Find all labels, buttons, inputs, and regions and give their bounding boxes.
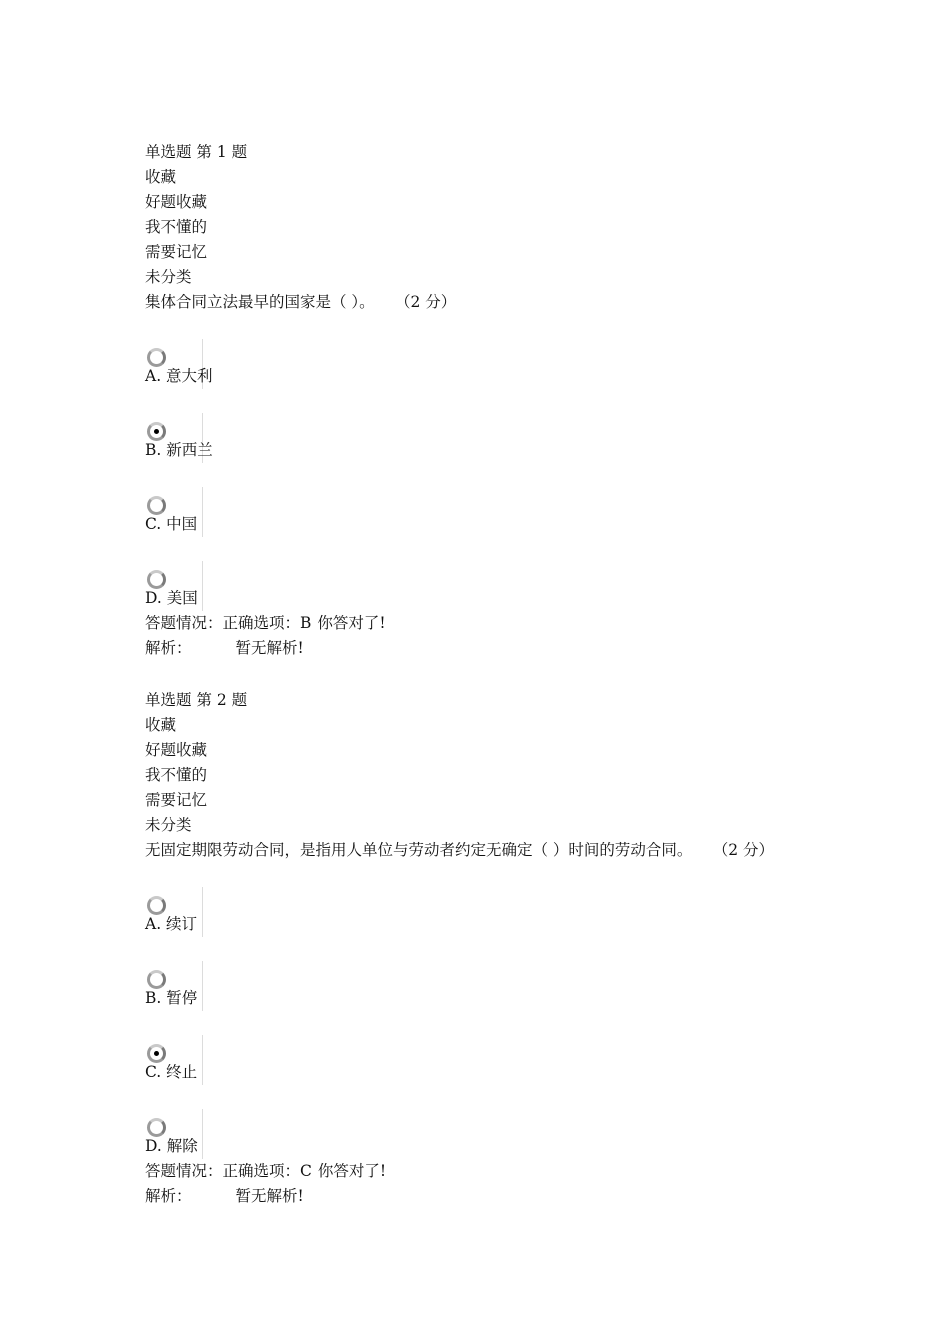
result-correct-option: 答题情况：正确选项：C xyxy=(145,1162,312,1180)
analysis xyxy=(145,636,456,661)
result-feedback: 你答对了! xyxy=(317,1162,387,1180)
tag-favorite[interactable]: 收藏 xyxy=(145,716,177,734)
option-label: C. 终止 xyxy=(145,1063,198,1081)
divider xyxy=(202,561,203,611)
option-c[interactable] xyxy=(145,487,456,537)
tag-uncategorized[interactable]: 未分类 xyxy=(145,268,192,286)
divider xyxy=(202,961,203,1011)
tag-good-question[interactable]: 好题收藏 xyxy=(145,193,208,211)
question-points: （2 分） xyxy=(720,841,774,859)
analysis-label: 解析： xyxy=(145,1187,192,1205)
divider xyxy=(202,1109,203,1159)
divider xyxy=(202,1035,203,1085)
result-feedback: 你答对了! xyxy=(317,614,386,632)
option-b[interactable] xyxy=(145,961,774,1011)
answer-result xyxy=(145,611,456,636)
option-d[interactable] xyxy=(145,1109,774,1159)
question-1 xyxy=(145,140,456,661)
tag-need-memorize[interactable]: 需要记忆 xyxy=(145,243,208,261)
question-header: 单选题 第 2 题 xyxy=(145,691,248,709)
option-label: B. 暂停 xyxy=(145,989,198,1007)
option-d[interactable] xyxy=(145,561,456,611)
option-label: B. 新西兰 xyxy=(145,441,213,459)
divider xyxy=(202,487,203,537)
question-text: 集体合同立法最早的国家是（ ）。 xyxy=(145,293,375,311)
tag-good-question[interactable]: 好题收藏 xyxy=(145,741,208,759)
result-correct-option: 答题情况：正确选项：B xyxy=(145,614,312,632)
question-points: （2 分） xyxy=(402,293,457,311)
tag-need-memorize[interactable]: 需要记忆 xyxy=(145,791,208,809)
tag-not-understood[interactable]: 我不懂的 xyxy=(145,218,208,236)
option-a[interactable] xyxy=(145,887,774,937)
question-stem xyxy=(145,838,774,863)
option-label: D. 美国 xyxy=(145,589,198,607)
answer-result xyxy=(145,1159,774,1184)
option-label: A. 意大利 xyxy=(145,367,213,385)
question-2 xyxy=(145,688,774,1209)
divider xyxy=(202,887,203,937)
option-label: D. 解除 xyxy=(145,1137,198,1155)
question-text: 无固定期限劳动合同，是指用人单位与劳动者约定无确定（ ）时间的劳动合同。 xyxy=(145,841,693,859)
tag-not-understood[interactable]: 我不懂的 xyxy=(145,766,208,784)
option-b[interactable] xyxy=(145,413,456,463)
option-label: C. 中国 xyxy=(145,515,198,533)
analysis-text: 暂无解析! xyxy=(235,639,304,657)
option-a[interactable] xyxy=(145,339,456,389)
analysis-label: 解析： xyxy=(145,639,192,657)
analysis-text: 暂无解析! xyxy=(235,1187,304,1205)
option-c[interactable] xyxy=(145,1035,774,1085)
tag-favorite[interactable]: 收藏 xyxy=(145,168,177,186)
question-stem xyxy=(145,290,456,315)
tag-uncategorized[interactable]: 未分类 xyxy=(145,816,192,834)
analysis xyxy=(145,1184,774,1209)
option-label: A. 续订 xyxy=(145,915,198,933)
question-header: 单选题 第 1 题 xyxy=(145,143,248,161)
